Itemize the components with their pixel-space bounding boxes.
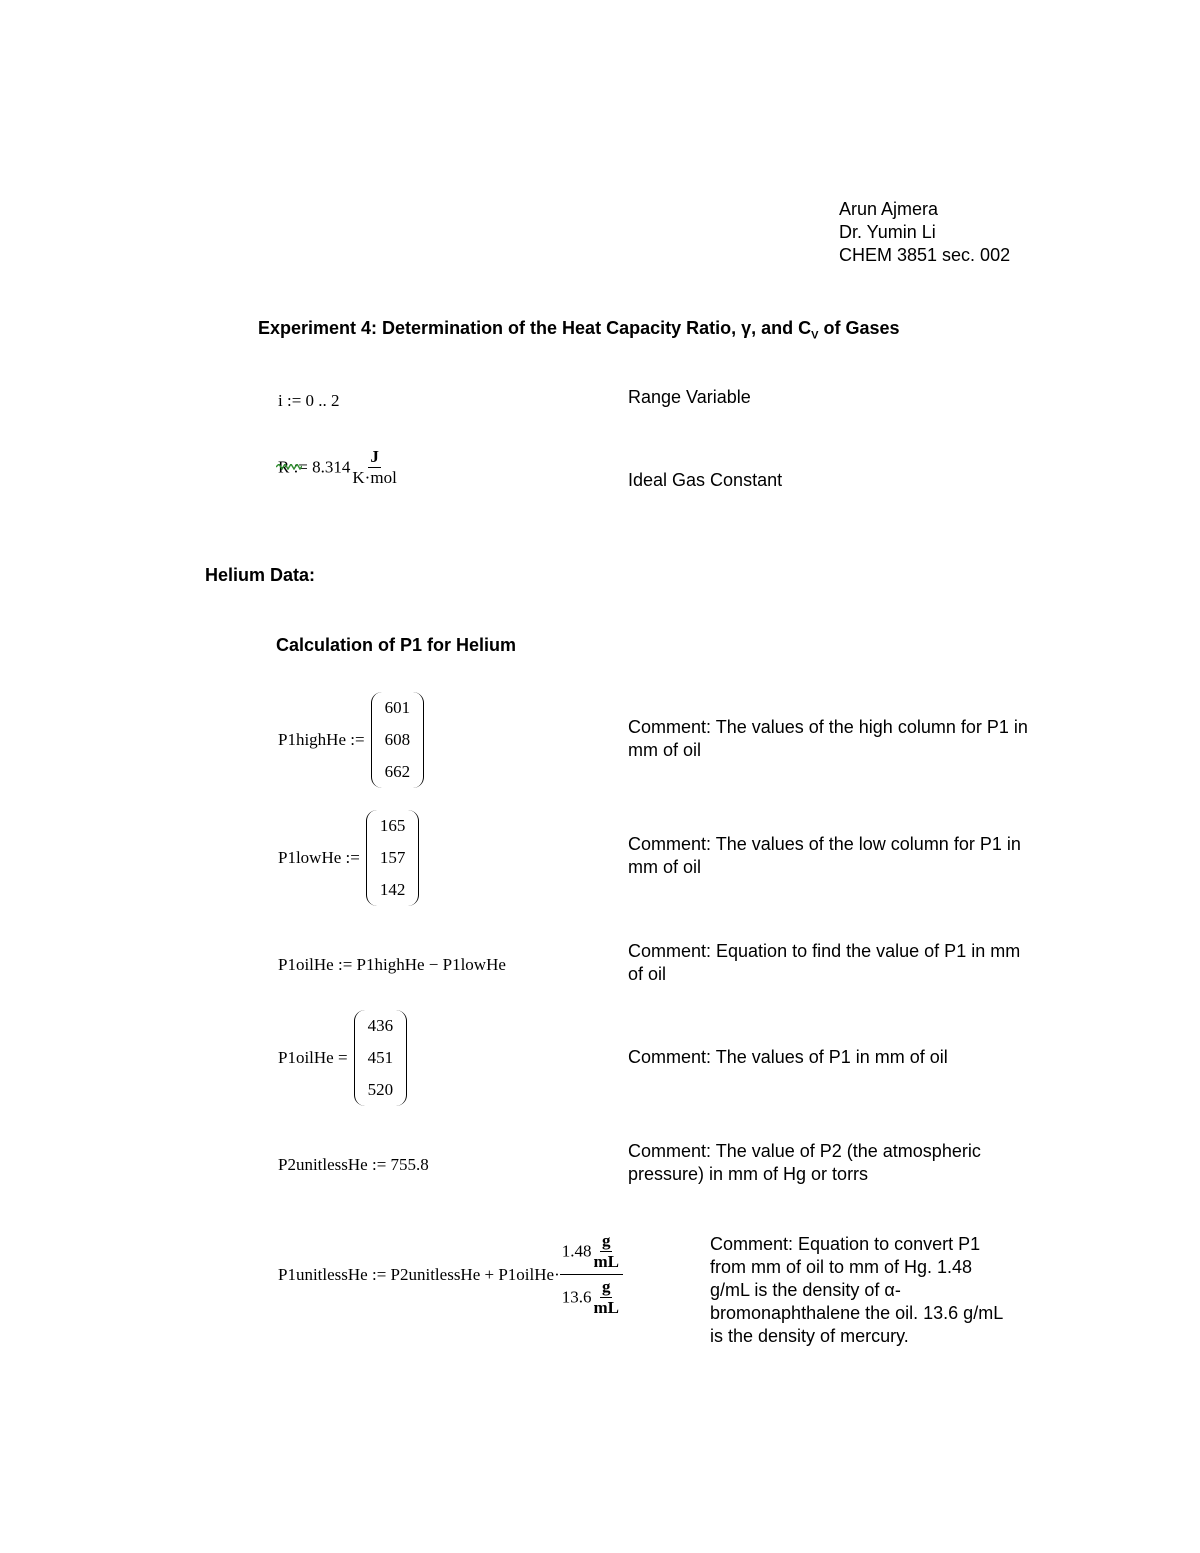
author-name: Arun Ajmera (839, 199, 939, 219)
p1oil-equation-comment: Comment: Equation to find the value of P1 in mm of oil (628, 941, 1021, 984)
p2-expression: P2unitlessHe := 755.8 (278, 1155, 429, 1174)
matrix-cell: 157 (379, 848, 406, 867)
density-ratio-numerator (560, 1232, 623, 1275)
mercury-density-value: 13.6 (561, 1287, 592, 1307)
matrix-cell: 601 (384, 698, 411, 717)
section-heading: Helium Data: (205, 565, 316, 585)
matrix-right-paren (396, 1010, 407, 1106)
instructor-name: Dr. Yumin Li (839, 222, 936, 242)
matrix-right-paren (408, 810, 419, 906)
matrix-cell: 608 (384, 730, 411, 749)
spellcheck-squiggle (276, 464, 302, 470)
unit-ml: mL (593, 1252, 619, 1271)
p1low-matrix (366, 810, 420, 906)
p1low-comment: Comment: The values of the low column for P1 in mm of oil (628, 834, 1021, 877)
gas-constant-expr (278, 448, 399, 487)
matrix-right-paren (413, 692, 424, 788)
p1high-matrix (371, 692, 425, 788)
title-subscript: V (811, 329, 819, 342)
p1unitless-equation (278, 1232, 623, 1317)
density-ratio-fraction (560, 1232, 623, 1317)
matrix-left-paren (354, 1010, 365, 1106)
gas-unit-numerator: J (370, 447, 379, 466)
density-ratio-denominator (560, 1275, 623, 1317)
p2-comment: Comment: The value of P2 (the atmospheric pressure) in mm of Hg or torrs (628, 1141, 981, 1184)
p1high-label: P1highHe := (278, 730, 365, 749)
matrix-cell: 142 (379, 880, 406, 899)
unit-ml: mL (593, 1298, 619, 1317)
gas-unit-denominator: K·mol (352, 468, 397, 487)
matrix-cell: 165 (379, 816, 406, 835)
p1oil-matrix (354, 1010, 408, 1106)
range-variable-expr: i := 0 .. 2 (278, 391, 340, 410)
gas-constant-lhs: R := 8.314 (278, 457, 351, 477)
p1low-definition (278, 810, 419, 906)
p1oil-equation: P1oilHe := P1highHe − P1lowHe (278, 955, 506, 974)
matrix-cell: 436 (367, 1016, 394, 1035)
p1high-definition (278, 692, 424, 788)
matrix-cell: 662 (384, 762, 411, 781)
p1oil-values-label: P1oilHe = (278, 1048, 348, 1067)
title-tail: of Gases (818, 318, 900, 338)
title-main: Experiment 4: Determination of the Heat Capacity Ratio, γ, and C (258, 318, 812, 338)
unit-g: g (601, 1277, 611, 1296)
mercury-density-unit (591, 1278, 621, 1317)
oil-density-value: 1.48 (561, 1241, 592, 1261)
subsection-heading: Calculation of P1 for Helium (276, 635, 517, 655)
p1high-comment: Comment: The values of the high column for P1 in mm of oil (628, 717, 1028, 760)
p1oil-values (278, 1010, 407, 1106)
p1unitless-lhs: P1unitlessHe := P2unitlessHe + P1oilHe· (278, 1264, 560, 1284)
matrix-left-paren (366, 810, 377, 906)
p1unitless-comment: Comment: Equation to convert P1 from mm of oil to mm of Hg. 1.48 g/mL is the density of α-bromonaphthalene the oil. 13.6 g/mL is the density of mercury. (710, 1234, 1003, 1346)
page-title (258, 317, 900, 348)
header-block (839, 198, 1010, 267)
unit-g: g (601, 1231, 611, 1250)
oil-density-unit (591, 1232, 621, 1271)
gas-constant-comment: Ideal Gas Constant (628, 470, 783, 490)
matrix-left-paren (371, 692, 382, 788)
course-info: CHEM 3851 sec. 002 (839, 245, 1011, 265)
gas-constant-unit (350, 448, 398, 487)
matrix-cell: 520 (367, 1080, 394, 1099)
p1low-label: P1lowHe := (278, 848, 360, 867)
range-variable-comment: Range Variable (628, 387, 751, 407)
matrix-cell: 451 (367, 1048, 394, 1067)
p1oil-values-comment: Comment: The values of P1 in mm of oil (628, 1047, 948, 1067)
